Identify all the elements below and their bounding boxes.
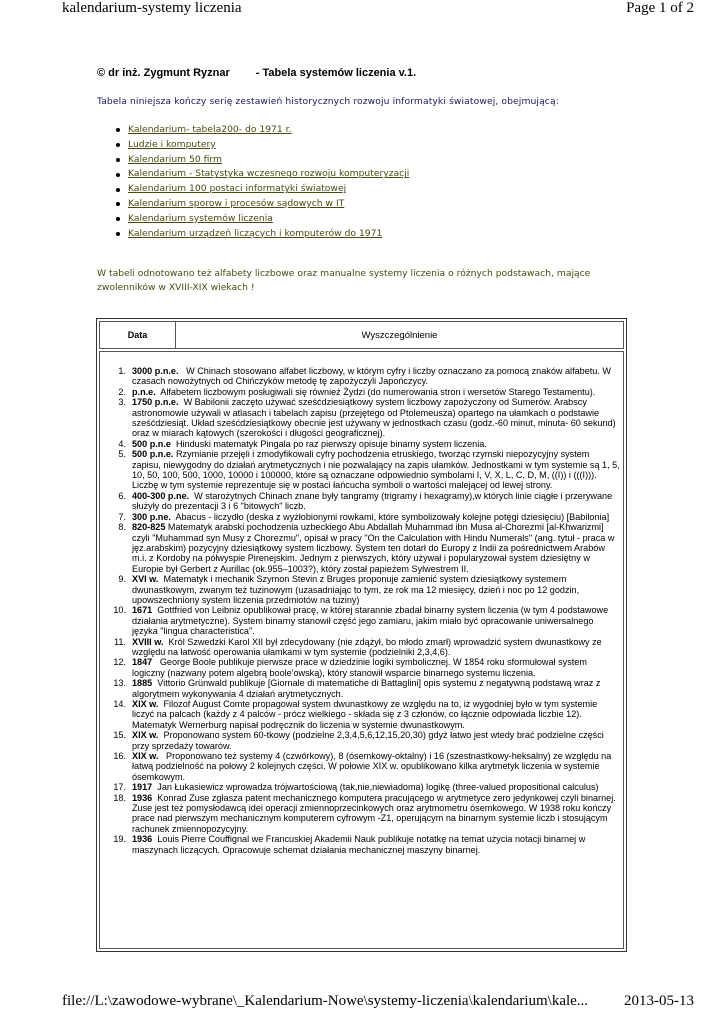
list-item [116, 153, 409, 168]
entry-text [132, 793, 620, 835]
entry-description: Gottfried von Leibniz opublikował pracę, w której starannie zbadał binarny system liczenia (w tym 4 podstawowe działania arytmetyczne). System binarny stanowił część jego zamiaru, jakim miało być opracowanie uniwersalnego języka "lingua characteristica". [132, 605, 611, 637]
table-row [108, 605, 620, 636]
entry-description: Abacus - liczydło (deska z wyżłobionymi rowkami, które symbolizowały kolejne potęgi dziesięciu) [Babilonia] [170, 511, 610, 522]
link-100-postaci[interactable]: Kalendarium 100 postaci informatyki światowej [128, 183, 347, 195]
list-item [116, 138, 409, 153]
link-statystyka-komputeryzacji[interactable]: Kalendarium - Statystyka wczesnego rozwoju komputeryzacji [128, 168, 410, 180]
table-row [108, 491, 620, 512]
entry-text [132, 678, 620, 699]
entry-date: 1671 [132, 605, 153, 616]
entry-description: W Babilonii zaczęto używać sześćdziesiątkowy system liczbowy zapożyczony od Sumerów. Arabscy astronomowie używali w atlasach i tabelach zapisu (przejętego od Ptolemeusza) opartego na ułamkach o podstawie sześćdziesiąt. Układ sześćdziesiątkowy obecnie jest używany w jednostkach czasu (godz.-60 minut, minuta- 60 sekund) oraz w miarach kątowych (szerokości i długości geograficznej). [132, 397, 619, 439]
entry-text [132, 730, 620, 751]
bullet-icon [116, 128, 120, 132]
entry-number: 4. [118, 438, 126, 449]
page-number: Page 1 of 2 [626, 0, 694, 16]
link-ludzie-i-komputery[interactable]: Ludzie i komputery [128, 138, 216, 150]
entry-description: Matematyk i mechanik Szymon Stevin z Bruges proponuje zamienić system dziesiątkowy systemem dwunastkowym, zwanym też tuzinowym (uzasadniając to tym, że rok ma 12 miesięcy, dzień i noc po 12 godzin, upowszechniony system liczenia przedmiotów na tuziny) [132, 574, 582, 605]
bullet-icon [116, 188, 120, 192]
entry-description: Hinduski matematyk Pingala po raz pierwszy opisuje binarny system liczenia. [170, 438, 487, 449]
entry-number: 6. [118, 490, 126, 501]
entry-number: 19. [113, 834, 126, 845]
entry-description: Alfabetem liczbowym posługiwali się również Żydzi (do numerowania stron i wersetów Starego Testamentu). [155, 386, 596, 397]
entry-text [132, 387, 620, 397]
table-row [108, 397, 620, 439]
entry-text [132, 657, 620, 678]
table-row [108, 699, 620, 730]
link-kalendarium-tabela200[interactable]: Kalendarium- tabela200- do 1971 r. [128, 124, 292, 135]
entry-date: 500 p.n.e. [132, 449, 174, 460]
list-item [116, 212, 409, 227]
table-row [108, 793, 620, 835]
entry-text [132, 449, 623, 491]
bullet-icon [116, 143, 120, 147]
entry-date: 1917 [132, 782, 153, 793]
bullet-icon [116, 158, 120, 162]
entry-number: 7. [118, 511, 126, 522]
entry-description: Konrad Zuse zgłasza patent mechanicznego komputera pracującego w arytmetyce zero jedynkowej czyli binarnej. Zuse jest też pomysłodawcą idei operacji zmiennoprzecinkowych oraz arytmometru ósemkowego. W 1938 roku kończy prace nad pierwszym mechanicznym komputerem cyfrowym -Z1, operującym na binarnym systemie liczb i stosującym rachunek zmiennopozycyjny. [132, 792, 619, 834]
entry-text [132, 491, 620, 512]
entry-number: 8. [118, 522, 126, 533]
intro-text: Tabela niniejsza kończy serię zestawień historycznych rozwoju informatyki światowej, obejmującą: [97, 96, 559, 107]
entry-number: 2. [118, 386, 126, 397]
entry-description: Matematyk arabski pochodzenia uzbeckiego Abu Abdallah Muhammad ibn Musa al-Chorezmi [al-Khwarizmi] czyli "Muhammad syn Musy z Chorezmu", opisał w pracy "On the Calculation with Hindu Numerals" (ang. tytuł - praca w jęz.arabskim) pozycyjny dziesiątkowy system liczbowy. System ten dotarł do Europy z Indii za pośrednictwem Arabów m.i. z Kordoby na półwyspie Pirenejskim. Jednym z pierwszych, który używał i popularyzował system dziesiętny w Europie był Gerbert z Aurillac (ok.955–1003?), który został papieżem Sylwestrem II. [132, 522, 617, 574]
entry-number: 12. [113, 657, 126, 668]
file-path: file://L:\zawodowe-wybrane\_Kalendarium-Nowe\systemy-liczenia\kalendarium\kale... [62, 993, 589, 1009]
entry-text [132, 439, 620, 449]
entry-text [132, 834, 620, 855]
entry-number: 14. [113, 699, 126, 709]
table-row [108, 782, 620, 792]
entry-number: 10. [113, 605, 126, 616]
entry-date: 1750 p.n.e. [132, 397, 179, 408]
table-row [108, 678, 620, 699]
entry-date: 400-300 p.ne. [132, 490, 190, 501]
entry-number: 16. [113, 751, 126, 762]
bullet-icon [116, 232, 120, 236]
entry-description: Vittorio Grünwald publikuje [Giornale di matematiche di Battaglini] opis systemu z negatywną podstawą wraz z algorytmem wykonywania 4 działań arytmetycznych. [132, 678, 603, 699]
entry-number: 13. [113, 678, 126, 689]
entry-description: Proponowano też systemy 4 (czwórkowy), 8 (ósemkowy-oktalny) i 16 (szestnastkowy-heksalny) ze względu na łatwą podzielność na połowy 2 kolejnych części. W połowie XIX w. opublikowano kilka arytmetyk liczenia w systemie ósemkowym. [132, 751, 614, 782]
entry-number: 15. [113, 730, 126, 741]
entry-date: 1936 [132, 792, 153, 803]
entry-date: XVIII w. [132, 636, 164, 647]
column-header-data: Data [100, 322, 176, 348]
entry-number: 17. [113, 782, 126, 793]
entry-number: 18. [113, 792, 126, 803]
entry-number: 3. [118, 397, 126, 408]
link-systemow-liczenia[interactable]: Kalendarium systemów liczenia [128, 212, 273, 224]
link-urzadzen-liczacych[interactable]: Kalendarium urządzeń liczących i komputerów do 1971 [128, 227, 383, 239]
table-header-row [99, 321, 624, 349]
list-item [116, 197, 409, 212]
link-sporow-i-procesow[interactable]: Kalendarium sporow i procesów sądowych w IT [128, 197, 345, 209]
entry-number: 5. [118, 449, 126, 460]
entry-description: Rzymianie przejęli i zmodyfikowali cyfry pochodzenia etruskiego, tworząc rzymski niepozycyjny system zapisu, niewygodny do działań arytmetycznych i nie pozwalający na zapis ułamków. Jednostkami w tym systemie są 1, 5, 10, 50, 100, 500, 1000, 10000 i 100000, które są oznaczane odpowiednio symbolami I, V, X, L, C, D, M, ((I)) i (((I))). Liczbę w tym systemie reprezentuje się w postaci łańcucha symboli o wartości malejącej od lewej strony. [132, 449, 623, 491]
entry-text [132, 782, 620, 792]
table-row [108, 657, 620, 678]
entry-date: XIX w. [132, 751, 159, 762]
entry-date: XIX w. [132, 730, 159, 741]
table-row [108, 751, 620, 782]
entry-date: 500 p.n.e [132, 438, 171, 449]
table-row [108, 512, 620, 522]
document-title [97, 67, 416, 79]
entry-text [132, 574, 620, 605]
table-row [108, 449, 623, 491]
entry-description: George Boole publikuje pierwsze prace w dziedzinie logiki symbolicznej. W 1854 roku sformułował system logiczny (nazwany potem algebrą boole'owską), który stanowił wsparcie binarnego systemu liczenia. [132, 657, 590, 678]
entry-date: 1847 [132, 657, 153, 668]
entry-text [132, 512, 620, 522]
entry-date: 300 p.ne. [132, 511, 171, 522]
list-item [116, 182, 409, 197]
related-links-list [116, 123, 409, 241]
table-row [108, 439, 620, 449]
entry-date: XVI w. [132, 574, 159, 585]
table-row [108, 574, 620, 605]
timeline-entries [108, 366, 623, 855]
entry-text [132, 366, 620, 387]
table-row [108, 834, 620, 855]
entry-text [132, 605, 620, 636]
table-row [108, 366, 620, 387]
entry-number: 1. [118, 366, 126, 376]
entry-number: 9. [118, 574, 126, 585]
list-item [116, 227, 409, 242]
entry-date: 820-825 [132, 522, 166, 533]
entry-description: Jan Łukasiewicz wprowadza trójwartościową (tak,nie,niewiadoma) logikę (three-valued propositional calculus) [152, 782, 599, 793]
bullet-icon [116, 173, 120, 177]
bullet-icon [116, 202, 120, 206]
entry-description: Filozof August Comte propagował system dwunastkowy ze względu na to, iż wygodniej było w tym systemie liczyć na palcach (każdy z 4 palców - prócz wielkiego - składa się z 3 członów, co łącznie odpowiada liczbie 12). Matematyk Wernerburg napisał podręcznik do liczenia w systemie dwunastkowym. [132, 699, 600, 730]
bullet-icon [116, 217, 120, 221]
entry-description: W starożytnych Chinach znane były tangramy (trigramy i hexagramy),w których linie ciągłe i przerywane służyły do prezentacji 3 i 6 "bitowych" liczb. [132, 490, 615, 512]
column-header-description: Wyszczególnienie [361, 329, 438, 341]
table-row [108, 637, 620, 658]
entry-date: p.n.e. [132, 386, 156, 397]
entry-text [132, 751, 620, 782]
note-text: W tabeli odnotowano też alfabety liczbowe oraz manualne systemy liczenia o różnych podstawach, mające zwolenników w XVIII-XIX wiekach ! [97, 268, 591, 293]
table-row [108, 387, 620, 397]
table-row [108, 730, 620, 751]
entry-number: 11. [114, 636, 126, 647]
list-item [116, 123, 409, 138]
entry-description: Louis Pierre Couffignal we Francuskiej Akademii Nauk publikuje notatkę na temat użycia notacji binarnej w maszynach liczących. Opracowuje schemat działania mechanicznej maszyny binarnej. [132, 834, 588, 855]
entry-date: XIX w. [132, 699, 159, 709]
entry-date: 1936 [132, 834, 153, 845]
list-item [116, 167, 409, 182]
entry-description: Król Szwedzki Karol XII był zdecydowany (nie zdążył, bo młodo zmarł) wprowadzić system dwunastkowy ze względu na łatwość operowania ułamkami w tym systemie (podzielniki 2,3,4,6). [132, 636, 605, 657]
table-row [108, 522, 620, 574]
entry-description: Proponowano system 60-tkowy (podzielne 2,3,4,5,6,12,15,20,30) gdyż łatwo jest wtedy brać podzielne części przy sprzedaży towarów. [132, 730, 607, 751]
entry-date: 3000 p.n.e. [132, 366, 179, 376]
entry-text [132, 397, 620, 439]
document-subtitle: - Tabela systemów liczenia v.1. [255, 67, 417, 79]
print-date: 2013-05-13 [624, 993, 694, 1009]
link-kalendarium-50-firm[interactable]: Kalendarium 50 firm [128, 153, 222, 165]
entry-text [132, 637, 620, 658]
author-copyright: © dr inż. Zygmunt Ryznar [97, 67, 230, 79]
entry-description: W Chinach stosowano alfabet liczbowy, w którym cyfry i liczby oznaczano za pomocą znaków alfabetu. W czasach nowożytnych od Chińczyków metodę tę zapożyczyli Japończycy. [132, 366, 614, 387]
entry-text [132, 699, 620, 730]
entry-text [132, 522, 620, 574]
entry-date: 1885 [132, 678, 153, 689]
page-header-title: kalendarium-systemy liczenia [62, 0, 242, 16]
